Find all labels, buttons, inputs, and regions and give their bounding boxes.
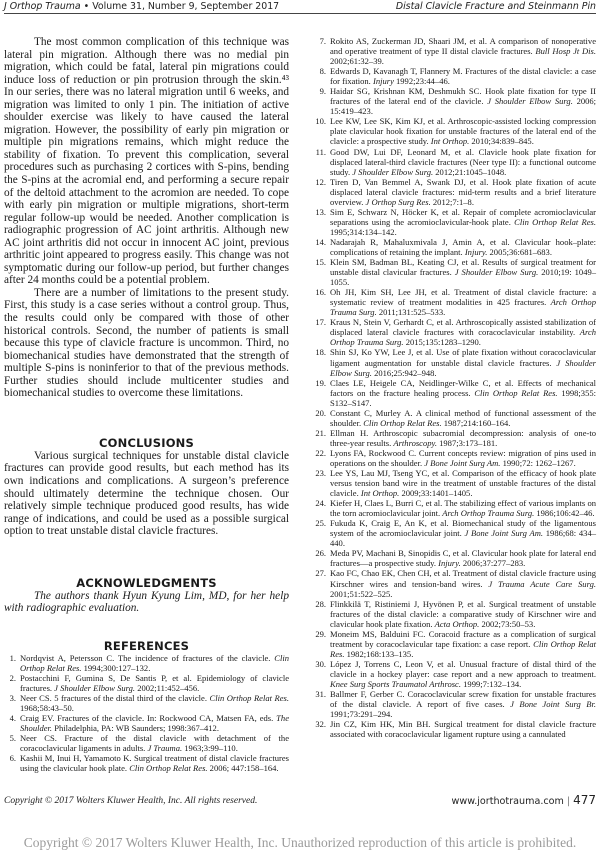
reference-citation: 1998;355: S132–S147. [330,387,596,408]
running-header [4,0,596,14]
reference-authors-title: Oh JH, Kim SH, Lee JH, et al. Treatment of distal clavicle fracture: a systematic review of treatment modalities in 425 fractures. [330,287,596,308]
reference-number: 23. [315,468,326,479]
reference-item [310,36,596,66]
reference-item [310,408,596,428]
reference-journal: J Bone Joint Surg Am. [464,528,544,539]
reference-citation: 2010;19: 1049–1055. [330,267,597,288]
references-heading: REFERENCES [103,638,190,653]
running-title: Distal Clavicle Fracture and Steinmann Pin [395,1,596,12]
discussion-paragraph-1: The most common complication of this technique was lateral pin migration. Although there was no medial pin migration, which could be fatal, lateral pin migrations could induce loss of reduction or pin protrusion through the skin.⁴³ In our series, there was no lateral migration until 6 weeks, and migration was limited to only 1 pin. The initiation of active shoulder exercise was likely to have caused the lateral migration. However, the possibility of early pin migration or multiple pin migrations remains, which might reduce the stability of fixation. To prevent this complication, several procedures such as purchasing 2 cortices with S-pins, bending the S-pins at the acromial end, and performing a secure repair of the deltoid attachment to the acromion are needed. To cope with early pin migration or multiple migrations, short-term regular follow-up would be needed. Another complication is radiographic progression of AC joint arthritis. Although new AC joint arthritis did not occur in innocent AC joint, previous arthritic joint appeared to progress easily. This change was not symptomatic during our follow-up period, but further changes after 24 months could be a potential problem. [4,36,289,287]
reference-citation: 1987;3:173–181. [439,437,498,448]
reference-authors-title: Nordqvist A, Petersson C. The incidence of fractures of the clavicle. [20,652,271,663]
reference-number: 31. [315,689,326,700]
reference-journal: Int Orthop. [360,488,400,499]
reference-authors-title: Nadarajah R, Mahaluxmivala J, Amin A, et al. Clavicular hook–plate: complications of retaining the implant. [330,236,596,257]
reference-authors-title: Lyons FA, Rockwood C. Current concepts review: migration of pins used in operations on the shoulder. [330,447,596,468]
reference-number: 15. [315,257,326,268]
reference-authors-title: Neer CS. Fracture of the distal clavicle with detachment of the coracoclavicular ligaments in adults. [20,733,289,754]
reference-authors-title: Klein SM, Badman BL, Keating CJ, et al. Results of surgical treatment for unstable distal clavicular fractures. [330,257,596,278]
reference-citation: 2012;21:1045–1048. [435,166,507,177]
reference-item [4,693,289,713]
reference-journal: Arch Orthop Trauma Surg. [330,297,596,318]
reference-number: 17. [315,317,326,328]
reference-item [310,287,596,317]
header-separator: • [83,1,90,12]
reference-item [310,629,596,659]
reference-authors-title: Edwards D, Kavanagh T, Flannery M. Fractures of the distal clavicle: a case for fixation. [330,66,596,87]
reference-item [310,378,596,408]
reference-journal: J Shoulder Elbow Surg. [330,357,596,378]
right-column [310,36,596,739]
reference-item [310,468,596,498]
reference-journal: Arch Orthop Trauma Surg. [330,327,597,348]
reference-citation: 2009;33:1401–1405. [401,488,473,499]
reference-authors-title: Claes LE, Heigele CA, Neidlinger-Wilke C, et al. Effects of mechanical factors on the fracture healing process. [330,377,596,398]
reference-citation: 2006; 15:419–423. [330,96,597,117]
reference-journal: J Shoulder Elbow Surg. [352,166,434,177]
reference-authors-title: Meda PV, Machani B, Sinopidis C, et al. Clavicular hook plate for lateral end fractures—a prospective study. [330,548,596,569]
left-column [4,36,289,773]
reference-journal: J Trauma Acute Care Surg. [488,578,596,589]
reference-citation: 2002;73:50–53. [481,618,536,629]
reference-journal: Arthroscopy. [393,437,437,448]
reference-number: 16. [315,287,326,298]
reference-journal: Knee Surg Sports Traumatol Arthrosc. [330,679,461,689]
reference-citation: 2005;36:681–683. [489,246,552,257]
reference-item [4,673,289,693]
copyright-watermark: Copyright © 2017 Wolters Kluwer Health, Inc. Unauthorized reproduction of this article is prohibited. [23,835,577,850]
reference-journal: Int Orthop. [430,136,470,147]
reference-citation: 2006;37:277–283. [462,558,526,569]
reference-citation: 2002;11:452–456. [137,682,200,693]
reference-number: 13. [315,206,326,217]
reference-journal: Injury. [438,558,461,569]
page-number: 477 [573,793,596,807]
reference-item [310,498,596,518]
reference-item [310,237,596,257]
reference-item [4,753,289,773]
reference-authors-title: Lee YS, Lau MJ, Tseng YC, et al. Comparison of the efficacy of hook plate versus tension band wire in the treatment of unstable fractures of the distal clavicle. [330,468,596,499]
reference-citation: 1986;68: 434–440. [330,528,596,549]
discussion-paragraph-2: There are a number of limitations to the present study. First, this study is a case series without a control group. Thus, the results could only be compared with those of other historical controls. Second, the number of patients is small because this type of clavicle fracture is uncommon. Third, no biomechanical studies have demonstrated that the strength of multiple S-pins is noninferior to that of the previous methods. Further studies should include multicenter studies and biomechanical studies to overcome these limitations. [4,286,289,400]
reference-journal: Clin Orthop Relat Res. [209,692,289,703]
reference-journal: J Bone Joint Surg Br. [510,699,597,710]
acknowledgments-text: The authors thank Hyun Kyung Lim, MD, for her help with radiographic evaluation. [4,589,289,615]
reference-citation: 2001;51:522–525. [330,588,393,599]
reference-number: 4. [9,713,16,724]
reference-list-left [4,653,289,774]
reference-number: 25. [315,518,326,529]
reference-citation: 1999;7:132–134. [463,679,522,689]
reference-number: 8. [319,66,326,77]
header-journal-info [4,0,279,13]
reference-authors-title: Shin SJ, Ko YW, Lee J, et al. Use of plate fixation without coracoclavicular ligament augmentation for unstable distal clavicle fractures. [330,347,596,368]
reference-journal: Clin Orthop Relat Res. [514,216,597,227]
reference-number: 10. [315,116,326,127]
reference-authors-title: Good DW, Lui DF, Leonard M, et al. Clavicle hook plate fixation for displaced lateral-third clavicle fractures (Neer type II): a functional outcome study. [330,146,596,177]
reference-item [310,66,596,86]
reference-item [310,317,596,347]
reference-authors-title: Rokito AS, Zuckerman JD, Shaari JM, et al. A comparison of nonoperative and operative treatment of type II distal clavicle fractures. [330,36,596,57]
reference-citation: 2016;25:942–948. [374,367,437,378]
reference-citation: 1990;72: 1262–1267. [502,457,576,468]
reference-item [310,548,596,568]
reference-citation: 1994;300:127–132. [83,662,151,673]
reference-journal: J Shoulder Elbow Surg. [487,96,573,107]
reference-number: 20. [315,407,326,418]
reference-number: 27. [315,568,326,579]
reference-item [310,719,596,739]
journal-name: J Orthop Trauma [4,1,81,12]
reference-authors-title: Lee KW, Lee SK, Kim KJ, et al. Arthroscopic-assisted locking compression plate clavicular hook fixation for unstable fractures of the lateral end of the clavicle: a prospective study. [330,116,596,147]
reference-number: 26. [315,548,326,559]
reference-authors-title: Constant C, Murley A. A clinical method of functional assessment of the shoulder. [330,407,596,428]
reference-journal: J Shoulder Elbow Surg. [454,267,539,278]
reference-number: 2. [9,672,16,683]
conclusions-heading: CONCLUSIONS [99,435,194,450]
reference-authors-title: Postacchini F, Gumina S, De Santis P, et al. Epidemiology of clavicle fractures. [20,672,289,693]
reference-journal: J Trauma. [147,743,183,754]
reference-number: 32. [315,719,326,730]
reference-item [310,86,596,116]
footer-page-info [452,793,596,807]
reference-authors-title: Kraus N, Stein V, Gerhardt C, et al. Arthroscopically assisted stabilization of displaced lateral clavicle fractures with coracoclavicular instability. [330,317,596,338]
reference-authors-title: Jin CZ, Kim HK, Min BH. Surgical treatment for distal clavicle fracture associated with coracoclavicular ligament rupture using a cannulated [330,719,596,740]
reference-citation: 2002;61:32–39. [330,56,384,67]
reference-number: 3. [9,692,16,703]
reference-citation: 1991;73:291–294. [330,709,393,720]
reference-number: 18. [315,347,326,358]
reference-number: 24. [315,498,326,509]
reference-number: 6. [9,753,16,764]
reference-number: 14. [315,236,326,247]
journal-issue: Volume 31, Number 9, September 2017 [92,1,280,12]
reference-authors-title: Fukuda K, Craig E, An K, et al. Biomechanical study of the ligamentous system of the acromioclavicular joint. [330,518,596,539]
reference-citation: 2015;135:1283–1290. [405,337,481,348]
reference-item [310,428,596,448]
journal-url[interactable]: www.jorthotrauma.com [451,796,564,807]
reference-item [310,257,596,287]
footer-divider: | [566,796,571,807]
reference-journal: J Orthop Surg Res. [365,196,431,207]
reference-citation: 1986;106:42–46. [536,508,595,519]
reference-citation: 1968;58:43–50. [20,703,74,714]
reference-list-right [310,36,596,739]
reference-number: 19. [315,377,326,388]
reference-citation: 1987;214:160–164. [443,417,511,428]
reference-number: 22. [315,447,326,458]
reference-journal: Clin Orthop Relat Res. [474,387,558,398]
reference-authors-title: Kao FC, Chao EK, Chen CH, et al. Treatment of distal clavicle fracture using Kirschner wires and tension-band wires. [330,568,596,589]
reference-citation: 2006; 447:158–164. [209,763,279,774]
reference-item [310,689,596,719]
reference-journal: Clin Orthop Relat Res. [129,763,208,774]
reference-number: 30. [315,658,326,669]
reference-number: 7. [319,36,326,46]
reference-number: 12. [315,176,326,187]
reference-journal: The Shoulder. [20,713,289,734]
reference-item [310,347,596,377]
reference-item [310,568,596,598]
reference-number: 1. [9,652,16,663]
reference-authors-title: Tiren D, Van Bemmel A, Swank DJ, et al. Hook plate fixation of acute displaced lateral clavicle fractures: mid-term results and a brief literature overview. [330,176,596,207]
reference-citation: 2011;131:525–533. [378,307,446,318]
reference-item [310,448,596,468]
reference-item [310,207,596,237]
reference-journal: Clin Orthop Relat Res. [20,652,290,673]
reference-item [310,599,596,629]
reference-item [4,713,289,733]
reference-item [4,733,289,753]
reference-authors-title: Sim E, Schwarz N, Höcker K, et al. Repair of complete acromioclavicular separations using the acromioclavicular-hook plate. [330,206,596,227]
reference-item [310,659,596,689]
reference-number: 5. [9,733,16,744]
acknowledgments-heading: ACKNOWLEDGMENTS [76,575,217,590]
reference-number: 29. [315,628,326,639]
reference-item [310,116,596,146]
reference-journal: Bull Hosp Jt Dis. [535,46,597,57]
reference-journal: Arch Orthop Trauma Surg. [442,508,535,519]
conclusions-text: Various surgical techniques for unstable distal clavicle fractures can provide good results, but each method has its own indications and complications. A surgeon’s preference should ultimately determine the technique chosen. Our relatively simple technique produced good results, has wide range of indications, and could be used as a possible surgical option to treat unstable distal clavicle fractures. [4,449,289,538]
reference-journal: Injury. [464,246,488,257]
reference-journal: Injury [372,76,394,87]
reference-authors-title: Craig EV. Fractures of the clavicle. In: Rockwood CA, Matsen FA, eds. [20,713,274,724]
reference-citation: 1982;168:133–135. [346,648,414,659]
reference-citation: 1963;3:99–110. [184,743,238,754]
reference-authors-title: Haidar SG, Krishnan KM, Deshmukh SC. Hook plate fixation for type II fractures of the lateral end of the clavicle. [330,86,596,107]
reference-citation: 2010;34:839–845. [471,136,534,147]
reference-citation: 1992;23:44–46. [396,76,450,87]
reference-authors-title: Neer CS. 5 fractures of the distal third of the clavicle. [20,692,207,703]
reference-journal: Clin Orthop Relat Res. [363,417,442,428]
reference-citation: Philadelphia, PA: WB Saunders; 1998:367–412. [54,723,219,734]
reference-journal: Acta Orthop. [434,618,480,629]
reference-journal: Clin Orthop Relat Res. [330,638,596,659]
reference-authors-title: Ellman H. Arthroscopic subacromial decompression: analysis of one-to three-year results. [330,427,596,448]
reference-number: 28. [315,598,326,609]
reference-journal: J Bone Joint Surg Am. [424,457,501,468]
reference-number: 11. [315,146,326,157]
footer-copyright: Copyright © 2017 Wolters Kluwer Health, Inc. All rights reserved. [4,796,258,806]
reference-item [310,177,596,207]
reference-item [310,147,596,177]
reference-authors-title: Kashii M, Inui H, Yamamoto K. Surgical treatment of distal clavicle fractures using the clavicular hook plate. [20,753,289,774]
reference-citation: 1995;314:134–142. [330,226,397,237]
reference-authors-title: Moneim MS, Balduini FC. Coracoid fracture as a complication of surgical treatment by coracoclavicular tape fixation: a case report. [330,628,596,649]
reference-citation: 2012;7:1–8. [432,196,474,207]
reference-authors-title: López J, Torrens C, Leon V, et al. Unusual fracture of distal third of the clavicle in a hockey player: case report and a new approach to treatment. [330,658,596,679]
reference-journal: J Shoulder Elbow Surg. [54,682,136,693]
reference-number: 21. [315,427,326,438]
reference-item [4,653,289,673]
reference-number: 9. [319,86,326,97]
reference-authors-title: Kiefer H, Claes L, Burri C, et al. The stabilizing effect of various implants on the torn acromioclavicular joint. [330,498,596,519]
reference-authors-title: Ballmer F, Gerber C. Coracoclavicular screw fixation for unstable fractures of the distal clavicle. A report of five cases. [330,689,596,710]
reference-authors-title: Flinkkilä T, Ristiniemi J, Hyvönen P, et al. Surgical treatment of unstable fractures of the distal clavicle: a comparative study of Kirschner wire and clavicular hook plate fixation. [330,598,596,629]
reference-item [310,518,596,548]
